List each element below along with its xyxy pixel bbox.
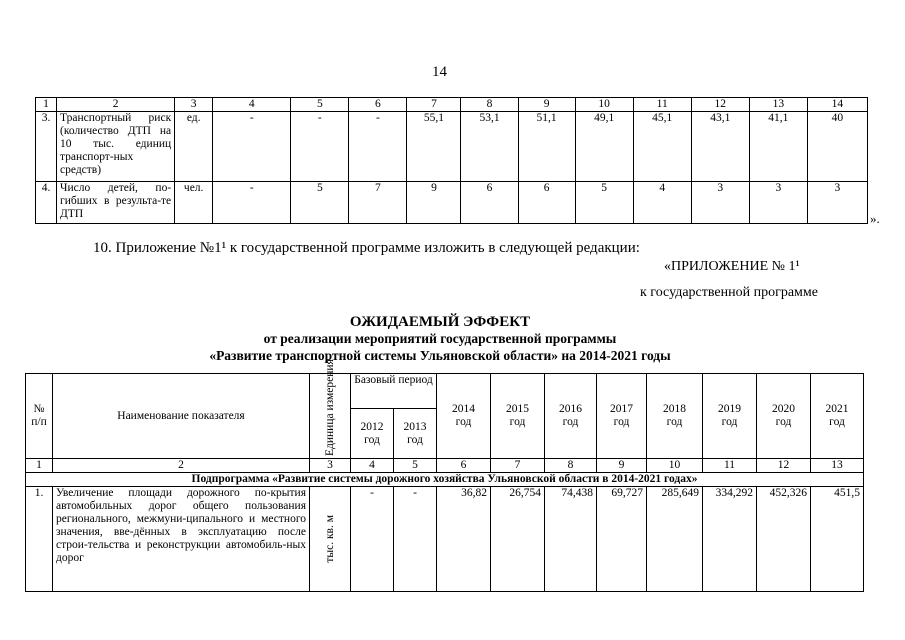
row-unit: тыс. кв. м: [323, 515, 336, 563]
header-cell: 9: [518, 98, 575, 112]
value-cell: 6: [461, 182, 518, 224]
header-cell: 8: [461, 98, 518, 112]
index-row: [26, 459, 864, 473]
value-cell: -: [291, 112, 349, 182]
table-top-header-row: [36, 98, 868, 112]
value-cell: -: [213, 112, 291, 182]
value-cell: 74,438: [545, 487, 597, 592]
title-line-2: от реализации мероприятий государственной программы: [263, 331, 617, 346]
header-cell: 5: [291, 98, 349, 112]
index-cell: 9: [597, 459, 647, 473]
value-cell: 5: [291, 182, 349, 224]
year-label: 2021: [825, 403, 849, 415]
row-unit: чел.: [175, 182, 213, 224]
col-header-year: [597, 374, 647, 459]
value-cell: 43,1: [691, 112, 749, 182]
row-name: Увеличение площади дорожного по-крытия автомобильных дорог общего пользования регионального, межмуни-ципального и местного значения, вве-дённых в эксплуатацию после строи-тельства и реконструкции автомобиль-ных дорог: [53, 487, 310, 592]
value-cell: -: [349, 112, 407, 182]
value-cell: 41,1: [749, 112, 807, 182]
year-word: год: [509, 416, 526, 428]
title-line-1: ОЖИДАЕМЫЙ ЭФФЕКТ: [349, 314, 531, 330]
appendix-label: «ПРИЛОЖЕНИЕ № 1¹: [664, 259, 800, 274]
year-label: 2014: [452, 403, 475, 415]
index-cell: 12: [757, 459, 811, 473]
table-effect: [25, 359, 864, 592]
year-word: год: [829, 416, 845, 428]
instruction-text: 10. Приложение №1¹ к государственной программе изложить в следующей редакции:: [93, 240, 640, 256]
value-cell: 26,754: [491, 487, 545, 592]
value-cell: 3: [807, 182, 867, 224]
table-row: [36, 182, 868, 224]
col-header-year: [394, 409, 437, 459]
year-word: год: [666, 416, 683, 428]
row-unit-cell: [310, 487, 351, 592]
header-cell: 13: [749, 98, 807, 112]
subprogram-row: [26, 473, 864, 487]
value-cell: 45,1: [633, 112, 691, 182]
unit-header-text: Единица измерения: [324, 359, 336, 456]
col-header-year: [757, 374, 811, 459]
table-header-row: [26, 374, 864, 409]
year-word: год: [562, 416, 579, 428]
year-label: 2018: [663, 403, 686, 415]
index-cell: 7: [491, 459, 545, 473]
value-cell: 51,1: [518, 112, 575, 182]
value-cell: -: [351, 487, 394, 592]
appendix-subtitle: к государственной программе: [640, 285, 818, 300]
year-label: 2017: [610, 403, 633, 415]
subprogram-heading: Подпрограмма «Развитие системы дорожного хозяйства Ульяновской области в 2014-2021 годах»: [26, 473, 864, 487]
year-label: 2016: [559, 403, 582, 415]
year-word: год: [407, 433, 423, 446]
year-label: 2020: [772, 403, 795, 415]
value-cell: 5: [575, 182, 633, 224]
row-number: 3.: [36, 112, 57, 182]
value-cell: -: [394, 487, 437, 592]
value-cell: 451,5: [811, 487, 864, 592]
value-cell: 4: [633, 182, 691, 224]
value-cell: 3: [691, 182, 749, 224]
year-label: 2012: [360, 420, 384, 433]
index-cell: 6: [437, 459, 491, 473]
year-word: год: [775, 416, 792, 428]
value-cell: 49,1: [575, 112, 633, 182]
index-cell: 8: [545, 459, 597, 473]
col-header-year: [647, 374, 703, 459]
index-cell: 11: [703, 459, 757, 473]
col-header-unit: [310, 359, 351, 459]
header-cell: 10: [575, 98, 633, 112]
col-header-number: № п/п: [26, 374, 53, 459]
col-header-year: [545, 374, 597, 459]
value-cell: 285,649: [647, 487, 703, 592]
row-unit: ед.: [175, 112, 213, 182]
col-header-year: [811, 374, 864, 459]
value-cell: 452,326: [757, 487, 811, 592]
header-cell: 2: [57, 98, 175, 112]
table-row: [36, 112, 868, 182]
value-cell: 40: [807, 112, 867, 182]
value-cell: -: [213, 182, 291, 224]
col-header-year: [351, 409, 394, 459]
row-number: 1.: [26, 487, 53, 592]
year-label: 2013: [403, 420, 427, 433]
document-title: [100, 313, 780, 364]
index-cell: 2: [53, 459, 310, 473]
year-word: год: [364, 433, 380, 446]
row-name: Число детей, по-гибших в результа-те ДТП: [57, 182, 175, 224]
year-label: 2015: [506, 403, 529, 415]
page-number: 14: [432, 64, 447, 80]
header-cell: 14: [807, 98, 867, 112]
col-header-base-period: Базовый период: [351, 374, 437, 409]
value-cell: 3: [749, 182, 807, 224]
table-row: [26, 487, 864, 592]
value-cell: 334,292: [703, 487, 757, 592]
value-cell: 6: [518, 182, 575, 224]
header-cell: 7: [407, 98, 461, 112]
value-cell: 36,82: [437, 487, 491, 592]
title-line-3: «Развитие транспортной системы Ульяновской области» на 2014-2021 годы: [209, 348, 671, 363]
index-cell: 4: [351, 459, 394, 473]
index-cell: 1: [26, 459, 53, 473]
col-header-year: [437, 374, 491, 459]
value-cell: 69,727: [597, 487, 647, 592]
value-cell: 53,1: [461, 112, 518, 182]
header-cell: 11: [633, 98, 691, 112]
header-cell: 6: [349, 98, 407, 112]
col-header-name: Наименование показателя: [53, 374, 310, 459]
index-cell: 5: [394, 459, 437, 473]
header-cell: 3: [175, 98, 213, 112]
table-top: [35, 97, 868, 224]
year-label: 2019: [718, 403, 741, 415]
row-name: Транспортный риск (количество ДТП на 10 тыс. единиц транспорт-ных средств): [57, 112, 175, 182]
header-cell: 1: [36, 98, 57, 112]
value-cell: 55,1: [407, 112, 461, 182]
col-header-year: [703, 374, 757, 459]
value-cell: 9: [407, 182, 461, 224]
value-cell: 7: [349, 182, 407, 224]
closing-quote: ».: [870, 211, 880, 226]
row-number: 4.: [36, 182, 57, 224]
index-cell: 13: [811, 459, 864, 473]
header-cell: 4: [213, 98, 291, 112]
col-header-year: [491, 374, 545, 459]
header-cell: 12: [691, 98, 749, 112]
year-word: год: [455, 416, 472, 428]
year-word: год: [721, 416, 738, 428]
index-cell: 3: [310, 459, 351, 473]
year-word: год: [613, 416, 630, 428]
index-cell: 10: [647, 459, 703, 473]
